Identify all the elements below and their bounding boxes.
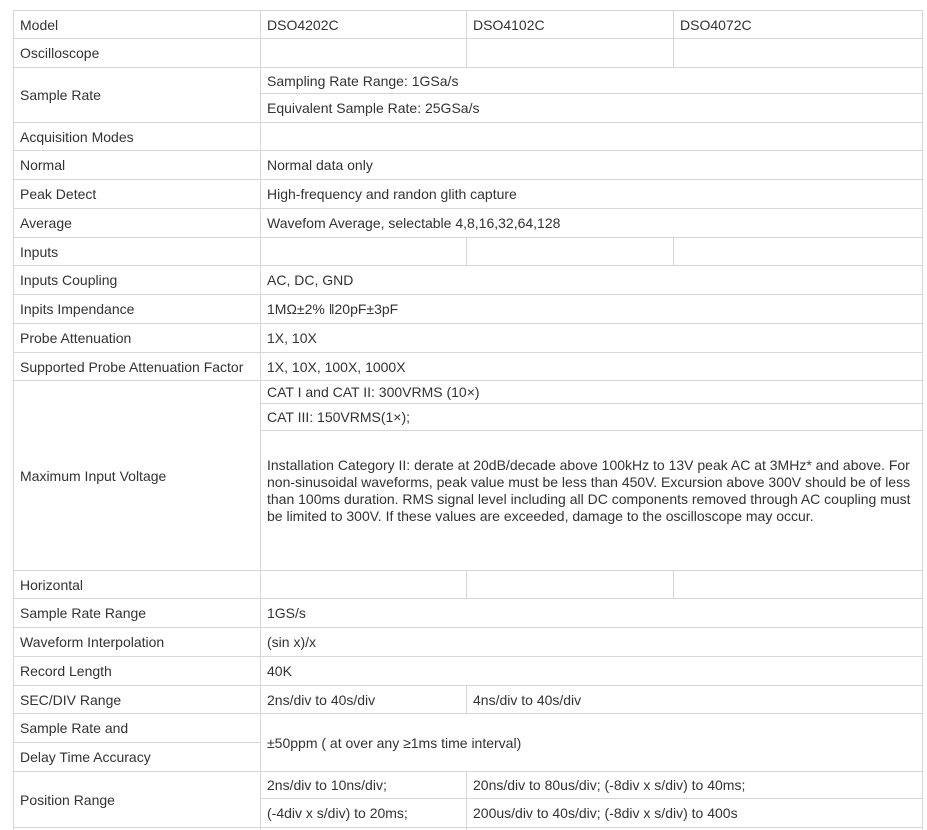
row-oscilloscope-label: Oscilloscope [20,45,100,61]
row-model-dso4102c: DSO4102C [473,16,545,33]
row-waveform-interpolation-label: Waveform Interpolation [20,634,165,650]
row-acquisition-modes-label: Acquisition Modes [20,128,134,145]
row-inputs-coupling-label: Inputs Coupling [20,272,118,288]
row-waveform-interpolation-value: (sin x)/x [267,634,316,650]
row-sec-div-range-dso4202c: 2ns/div to 40s/div [267,691,376,708]
row-max-input-voltage-label: Maximum Input Voltage [20,467,167,484]
row-position-range-label: Position Range [20,791,115,808]
row-model-dso4202c: DSO4202C [267,16,339,33]
row-probe-attenuation-value: 1X, 10X [267,330,317,346]
row-sample-rate-delay-label-1: Sample Rate and [20,720,129,736]
row-sample-rate-label: Sample Rate [20,87,101,103]
row-record-length-value: 40K [267,663,292,679]
row-average-value: Wavefom Average, selectable 4,8,16,32,64,128 [267,215,561,231]
row-position-range-r1c2: 20ns/div to 80us/div; (-8div x s/div) to 40ms; [473,777,746,793]
row-inputs-coupling-value: AC, DC, GND [267,272,354,288]
row-model-dso4072c: DSO4072C [680,16,752,33]
row-sample-rate-equivalent: Equivalent Sample Rate: 25GSa/s [267,100,480,116]
row-sec-div-range-label: SEC/DIV Range [20,691,122,708]
row-model-label: Model [20,16,59,33]
row-position-range-r1c1: 2ns/div to 10ns/div; [267,777,387,793]
row-supported-probe-value: 1X, 10X, 100X, 1000X [267,358,406,375]
row-normal-value: Normal data only [267,157,373,173]
row-peak-detect-value: High-frequency and randon glith capture [267,186,517,202]
row-sec-div-range-others: 4ns/div to 40s/div [473,691,582,708]
row-max-input-voltage-cat1-2: CAT I and CAT II: 300VRMS (10×) [267,384,480,400]
row-max-input-voltage-cat3: CAT III: 150VRMS(1×); [267,409,411,425]
row-max-input-voltage-note: Installation Category II: derate at 20dB/decade above 100kHz to 13V peak AC at 3MHz* and above. For non-sinusoidal waveforms, peak value must be less than 450V. Excursion above 300V should be of less than 100ms duration. RMS signal level including all DC components removed through AC coupling must be limited to 300V. If these values are exceeded, damage to the oscilloscope may occur. [267,457,911,524]
row-sample-rate-delay-label-2: Delay Time Accuracy [20,749,151,765]
row-inputs-impedance-label: Inpits Impendance [20,301,135,317]
row-peak-detect-label: Peak Detect [20,186,97,202]
row-sample-rate-delay-value: ±50ppm ( at over any ≥1ms time interval) [267,734,522,751]
row-sample-rate-range-value: 1GS/s [267,605,306,621]
row-probe-attenuation-label: Probe Attenuation [20,330,132,346]
row-sample-rate-range: Sampling Rate Range: 1GSa/s [267,72,459,89]
row-supported-probe-label: Supported Probe Attenuation Factor [20,358,244,375]
row-average-label: Average [20,215,72,231]
row-sample-rate-range-label: Sample Rate Range [20,605,147,621]
row-position-range-r2c1: (-4div x s/div) to 20ms; [267,805,408,821]
row-position-range-r2c2: 200us/div to 40s/div; (-8div x s/div) to 400s [473,805,738,821]
row-normal-label: Normal [20,157,66,173]
row-record-length-label: Record Length [20,663,112,679]
row-inputs-label: Inputs [20,243,59,260]
row-inputs-impedance-value: 1MΩ±2% ǁ20pF±3pF [267,301,399,317]
row-horizontal-label: Horizontal [20,576,84,593]
